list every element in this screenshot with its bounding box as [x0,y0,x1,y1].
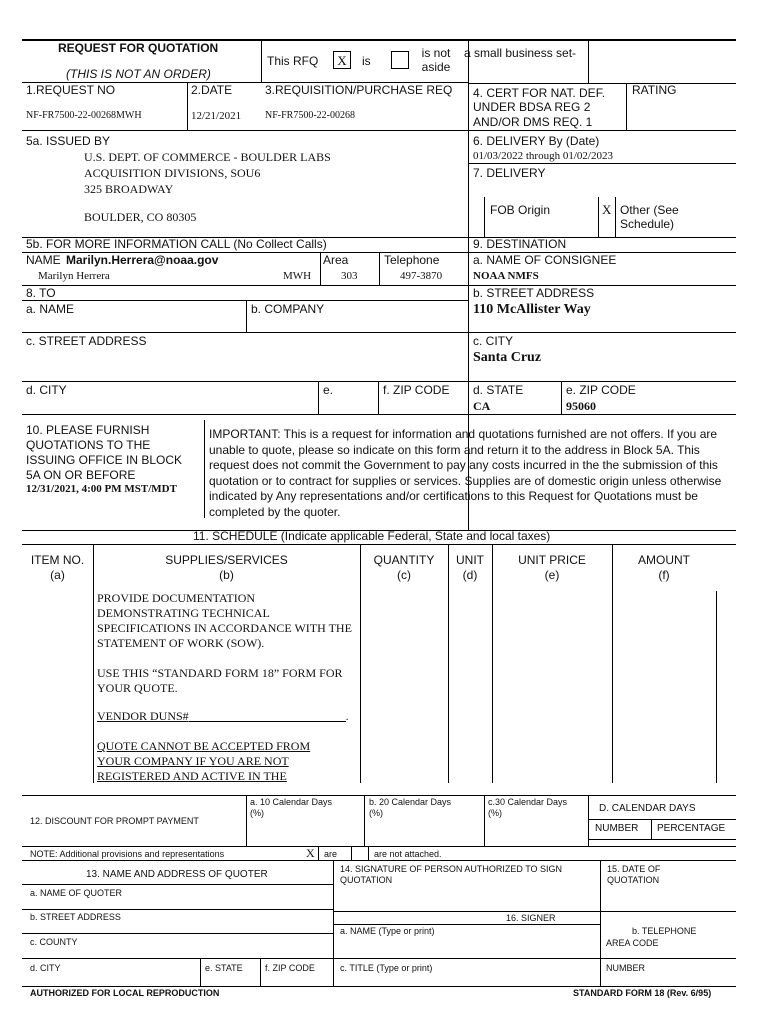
note-are-label: are [324,849,338,859]
date-of-quotation-line-2: QUOTATION [607,875,660,885]
this-rfq-label: This RFQ [267,54,319,68]
signature-label-line-1: 14. SIGNATURE OF PERSON AUTHORIZED TO SIGN [340,864,563,874]
col-item-no-sub: (a) [50,568,65,582]
other-line-1: Other (See [620,203,679,217]
schedule-warning-line-2: YOUR COMPANY IF YOU ARE NOT [97,754,289,768]
contact-email: Marilyn.Herrera@noaa.gov [66,253,219,267]
contact-initials: MWH [283,270,312,282]
other-line-2: Schedule) [620,217,675,231]
col-unit-price: UNIT PRICE [518,553,586,567]
other-checkbox-mark[interactable]: X [602,202,612,217]
quoter-name-label: a. NAME OF QUOTER [30,888,123,898]
quoter-zip-label: f. ZIP CODE [265,963,315,973]
small-business-label: a small business set- [464,46,577,60]
calendar-percentage-label: PERCENTAGE [657,823,726,834]
delivery-label: 7. DELIVERY [473,166,546,180]
footer-form-number: STANDARD FORM 18 (Rev. 6/95) [573,988,712,998]
to-label: 8. TO [26,286,56,300]
note-are-mark[interactable]: X [306,846,315,860]
dest-city-value: Santa Cruz [473,350,542,365]
contact-name: Marilyn Herrera [38,270,110,282]
discount-10-days: a. 10 Calendar Days [250,797,333,807]
footer-reproduction: AUTHORIZED FOR LOCAL REPRODUCTION [30,988,220,998]
form-title: REQUEST FOR QUOTATION [58,41,219,55]
cert-line-1: 4. CERT FOR NAT. DEF. [473,86,606,100]
rfq-checkbox-empty[interactable] [391,51,409,69]
dest-state-value: CA [473,399,491,413]
issued-by-line-2: ACQUISITION DIVISIONS, SOU6 [84,166,261,180]
delivery-date-value: 01/03/2022 through 01/02/2023 [473,150,613,162]
col-unit-price-sub: (e) [544,568,560,582]
signature-label-line-2: QUOTATION [340,875,393,885]
vendor-duns-end: . [345,709,349,723]
rfq-checkbox-marked[interactable]: X [333,51,351,69]
important-notice: IMPORTANT: This is a request for information and quotations furnished are not offers. If you are unable to quote, please so indicate on this form and return it to the address in Block 5A. This request does not commit the Government to pay any costs incurred in the the submission of this quotation or to contract for supplies or services. Supplies are of domestic origin unless otherwise indicated by Any representations and/or certifications to this Request for Quotations must be completed by the quoter. [209,427,722,519]
destination-label: 9. DESTINATION [473,237,567,251]
signer-number-label: NUMBER [606,963,646,973]
consignee-label: a. NAME OF CONSIGNEE [473,253,617,267]
note-not-attached: are not attached. [374,849,442,859]
dest-state-label: d. STATE [473,383,524,397]
area-label: Area [323,253,349,267]
discount-30-pct: (%) [488,808,502,818]
request-no-value: NF-FR7500-22-00268MWH [26,110,142,121]
schedule-warning-line-1: QUOTE CANNOT BE ACCEPTED FROM [97,739,311,753]
col-quantity-sub: (c) [397,568,411,582]
is-label: is [362,54,371,68]
to-street-label: c. STREET ADDRESS [26,334,147,348]
quoter-state-label: e. STATE [205,963,243,973]
calendar-number-label: NUMBER [595,823,639,834]
dest-zip-value: 95060 [566,399,596,413]
col-amount-sub: (f) [658,568,670,582]
issued-by-line-3: 325 BROADWAY [84,182,174,196]
signer-name-label: a. NAME (Type or print) [340,926,435,936]
vendor-duns-row [97,709,349,724]
vendor-duns-label: VENDOR DUNS# [97,709,189,723]
date-of-quotation-line-1: 15. DATE OF [607,864,661,874]
rating-label: RATING [632,83,677,97]
quote-deadline: 12/31/2021, 4:00 PM MST/MDT [26,483,177,495]
quoter-city-label: d. CITY [30,963,61,973]
date-value: 12/21/2021 [191,110,242,122]
issued-by-line-4: BOULDER, CO 80305 [84,210,197,224]
signer-area-code-label: AREA CODE [606,938,659,948]
contact-name-label: NAME [26,253,61,267]
to-name-label: a. NAME [26,302,75,316]
contact-area: 303 [341,270,358,282]
discount-20-pct: (%) [369,808,383,818]
quoter-street-label: b. STREET ADDRESS [30,912,121,922]
signer-label: 16. SIGNER [506,913,556,923]
quoter-section-label: 13. NAME AND ADDRESS OF QUOTER [86,869,268,880]
fob-origin-label: FOB Origin [490,203,551,217]
schedule-warning-line-3: REGISTERED AND ACTIVE IN THE [97,769,287,783]
col-supplies-sub: (b) [219,568,234,582]
col-unit: UNIT [456,553,484,567]
is-not-aside-label: is not aside [421,46,451,74]
schedule-title: 11. SCHEDULE (Indicate applicable Federal, State and local taxes) [193,529,551,543]
quoter-county-label: c. COUNTY [30,937,78,947]
to-e-label: e. [323,383,334,397]
to-zip-label: f. ZIP CODE [383,383,450,397]
signer-title-label: c. TITLE (Type or print) [340,963,433,973]
furnish-line-3: ISSUING OFFICE IN BLOCK [26,453,183,467]
delivery-date-label: 6. DELIVERY By (Date) [473,134,600,148]
col-item-no: ITEM NO. [30,553,85,567]
furnish-line-4: 5A ON OR BEFORE [26,468,136,482]
dest-city-label: c. CITY [473,334,514,348]
furnish-line-1: 10. PLEASE FURNISH [26,423,150,437]
requisition-value: NF-FR7500-22-00268 [265,110,356,121]
to-city-label: d. CITY [26,383,67,397]
telephone-label: Telephone [384,253,440,267]
cert-line-2: UNDER BDSA REG 2 [473,100,591,114]
dest-street-value: 110 McAllister Way [473,302,591,317]
furnish-line-2: QUOTATIONS TO THE [26,438,151,452]
schedule-paragraph-1: PROVIDE DOCUMENTATION DEMONSTRATING TECHNICAL SPECIFICATIONS IN ACCORDANCE WITH THE STATEMENT OF WORK (SOW). [97,591,352,650]
col-quantity: QUANTITY [373,553,435,567]
date-label: 2.DATE [191,83,233,97]
discount-10-pct: (%) [250,808,264,818]
dest-street-label: b. STREET ADDRESS [473,286,595,300]
schedule-paragraph-2: USE THIS “STANDARD FORM 18” FORM FOR YOUR QUOTE. [97,666,343,695]
discount-30-days: c.30 Calendar Days [488,797,568,807]
col-unit-sub: (d) [462,568,478,582]
consignee-value: NOAA NMFS [473,270,539,282]
issued-by-label: 5a. ISSUED BY [26,134,111,148]
dest-zip-label: e. ZIP CODE [566,383,636,397]
requisition-label: 3.REQUISITION/PURCHASE REQ [265,83,453,97]
note-text: NOTE: Additional provisions and representations [30,849,225,859]
calendar-days-label: D. CALENDAR DAYS [599,803,696,814]
col-amount: AMOUNT [638,553,690,567]
contact-phone: 497-3870 [400,270,443,282]
issued-by-line-1: U.S. DEPT. OF COMMERCE - BOULDER LABS [84,150,331,164]
request-no-label: 1.REQUEST NO [26,83,116,97]
discount-20-days: b. 20 Calendar Days [369,797,452,807]
cert-line-3: AND/OR DMS REQ. 1 [473,115,593,129]
to-company-label: b. COMPANY [251,302,325,316]
signer-telephone-label: b. TELEPHONE [632,926,697,936]
col-supplies: SUPPLIES/SERVICES [165,553,288,567]
discount-label: 12. DISCOUNT FOR PROMPT PAYMENT [30,816,199,826]
form-subtitle: (THIS IS NOT AN ORDER) [66,67,211,81]
more-info-label: 5b. FOR MORE INFORMATION CALL (No Collect Calls) [26,237,327,251]
